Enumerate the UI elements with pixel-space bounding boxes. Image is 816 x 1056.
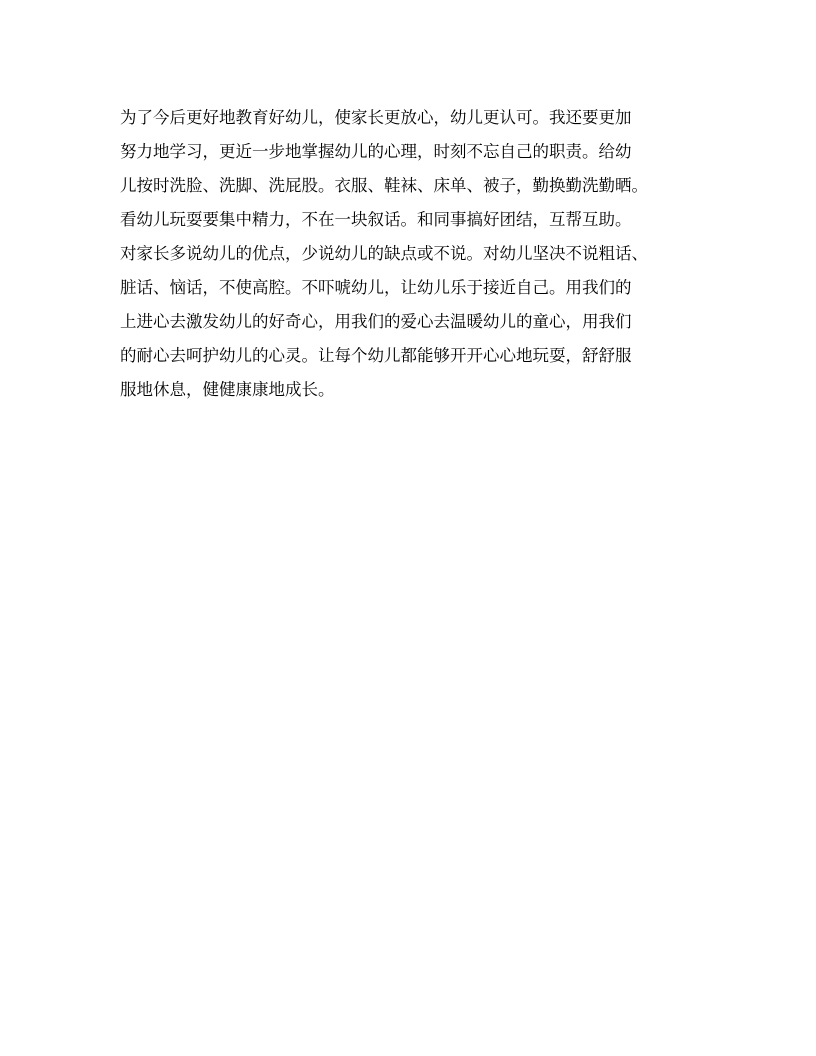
paragraph-line-4: 看幼儿玩耍要集中精力，不在一块叙话。和同事搞好团结，互帮互助。 bbox=[120, 210, 632, 229]
paragraph-line-1: 为了今后更好地教育好幼儿，使家长更放心，幼儿更认可。我还要更加 bbox=[120, 108, 632, 127]
paragraph-line-8: 的耐心去呵护幼儿的心灵。让每个幼儿都能够开开心心地玩耍，舒舒服 bbox=[120, 346, 632, 365]
paragraph-line-7: 上进心去激发幼儿的好奇心，用我们的爱心去温暖幼儿的童心，用我们 bbox=[120, 312, 632, 331]
paragraph-line-5: 对家长多说幼儿的优点，少说幼儿的缺点或不说。对幼儿坚决不说粗话、 bbox=[120, 244, 648, 263]
paragraph-line-3: 儿按时洗脸、洗脚、洗屁股。衣服、鞋袜、床单、被子，勤换勤洗勤晒。 bbox=[120, 176, 648, 195]
paragraph-line-9: 服地休息，健健康康地成长。 bbox=[120, 380, 335, 399]
paragraph-line-2: 努力地学习，更近一步地掌握幼儿的心理，时刻不忘自己的职责。给幼 bbox=[120, 142, 632, 161]
body-paragraph bbox=[120, 101, 700, 407]
paragraph-line-6: 脏话、恼话，不使高腔。不吓唬幼儿，让幼儿乐于接近自己。用我们的 bbox=[120, 278, 632, 297]
